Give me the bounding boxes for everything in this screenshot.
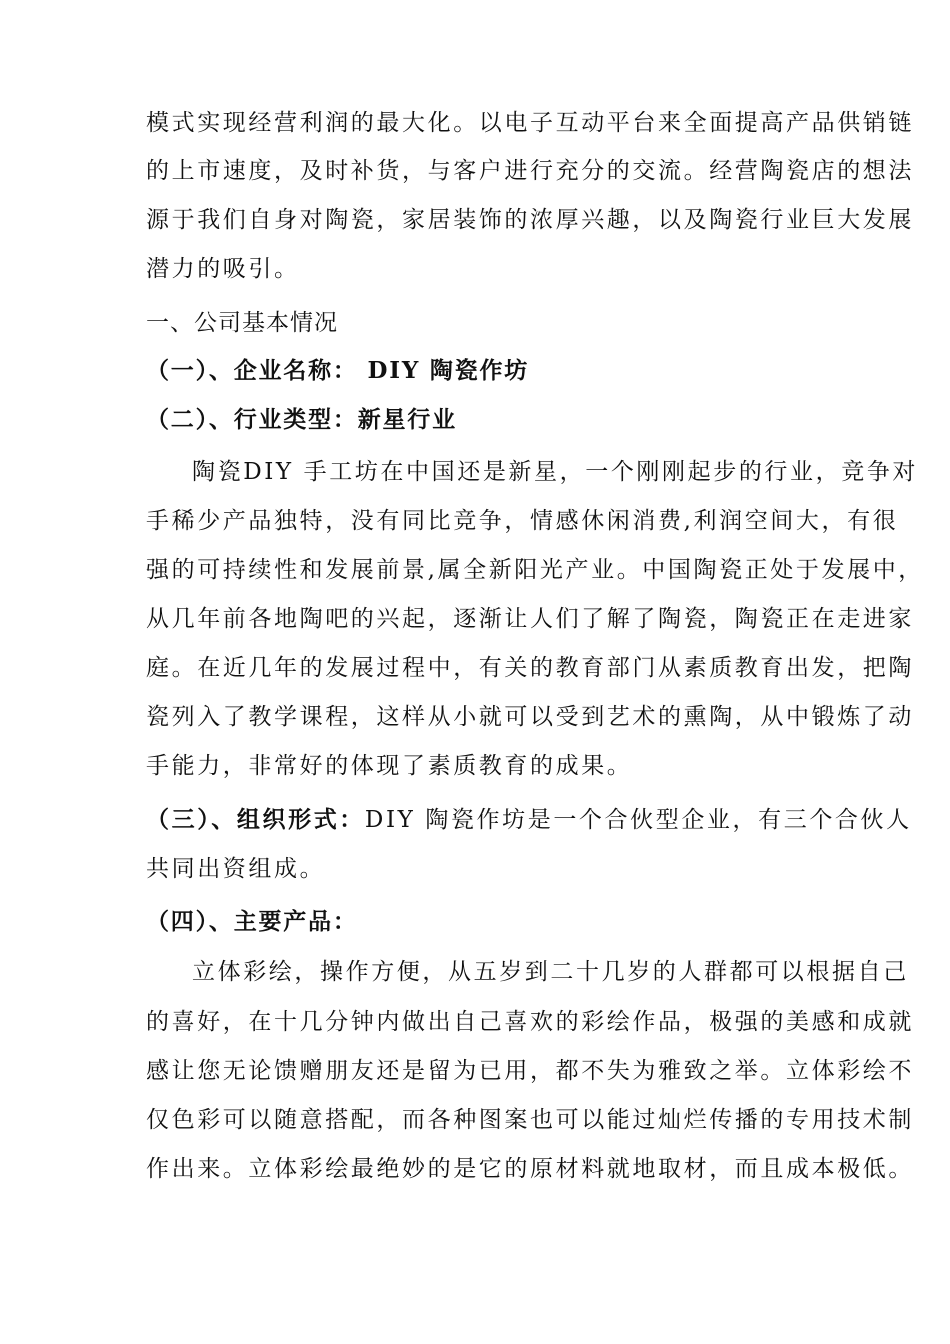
item-company-name-label: （一）、企业名称： <box>146 357 358 384</box>
intro-line-1: 模式实现经营利润的最大化。以电子互动平台来全面提高产品供销链 <box>146 110 914 136</box>
item-organization-form <box>146 805 912 835</box>
industry-paragraph-line-7: 手能力，非常好的体现了素质教育的成果。 <box>146 753 633 779</box>
item-industry-type <box>146 405 457 435</box>
item-organization-form-cont: 共同出资组成。 <box>146 856 326 882</box>
products-paragraph-line-1: 立体彩绘，操作方便，从五岁到二十几岁的人群都可以根据自己 <box>192 959 909 985</box>
item-company-name-value: DIY 陶瓷作坊 <box>357 357 530 384</box>
industry-paragraph-line-2: 手稀少产品独特，没有同比竞争，情感休闲消费,利润空间大，有很 <box>146 508 899 534</box>
intro-line-2: 的上市速度，及时补货，与客户进行充分的交流。经营陶瓷店的想法 <box>146 158 914 184</box>
industry-paragraph-line-3: 强的可持续性和发展前景,属全新阳光产业。中国陶瓷正处于发展中， <box>146 557 924 583</box>
industry-paragraph-line-4: 从几年前各地陶吧的兴起，逐渐让人们了解了陶瓷，陶瓷正在走进家 <box>146 606 914 632</box>
products-paragraph-line-4: 仅色彩可以随意搭配，而各种图案也可以能过灿烂传播的专用技术制 <box>146 1107 914 1133</box>
products-paragraph-line-3: 感让您无论馈赠朋友还是留为已用，都不失为雅致之举。立体彩绘不 <box>146 1058 914 1084</box>
industry-paragraph-line-1: 陶瓷DIY 手工坊在中国还是新星，一个刚刚起步的行业，竞争对 <box>192 459 919 485</box>
intro-line-4: 潜力的吸引。 <box>146 256 300 282</box>
item-industry-type-value: 新星行业 <box>357 406 457 433</box>
intro-line-3: 源于我们自身对陶瓷，家居装饰的浓厚兴趣，以及陶瓷行业巨大发展 <box>146 207 914 233</box>
item-organization-form-value: DIY 陶瓷作坊是一个合伙型企业，有三个合伙人 <box>364 807 912 833</box>
industry-paragraph-line-5: 庭。在近几年的发展过程中，有关的教育部门从素质教育出发，把陶 <box>146 655 914 681</box>
item-industry-type-label: （二）、行业类型： <box>146 406 358 433</box>
industry-paragraph-line-6: 瓷列入了教学课程，这样从小就可以受到艺术的熏陶，从中锻炼了动 <box>146 704 914 730</box>
item-organization-form-label: （三）、组织形式： <box>146 806 365 833</box>
item-main-products-label: （四）、主要产品： <box>146 908 358 935</box>
item-company-name <box>146 356 529 386</box>
products-paragraph-line-5: 作出来。立体彩绘最绝妙的是它的原材料就地取材，而且成本极低。 <box>146 1156 914 1182</box>
section-title: 一、公司基本情况 <box>146 310 338 336</box>
products-paragraph-line-2: 的喜好，在十几分钟内做出自己喜欢的彩绘作品，极强的美感和成就 <box>146 1009 914 1035</box>
